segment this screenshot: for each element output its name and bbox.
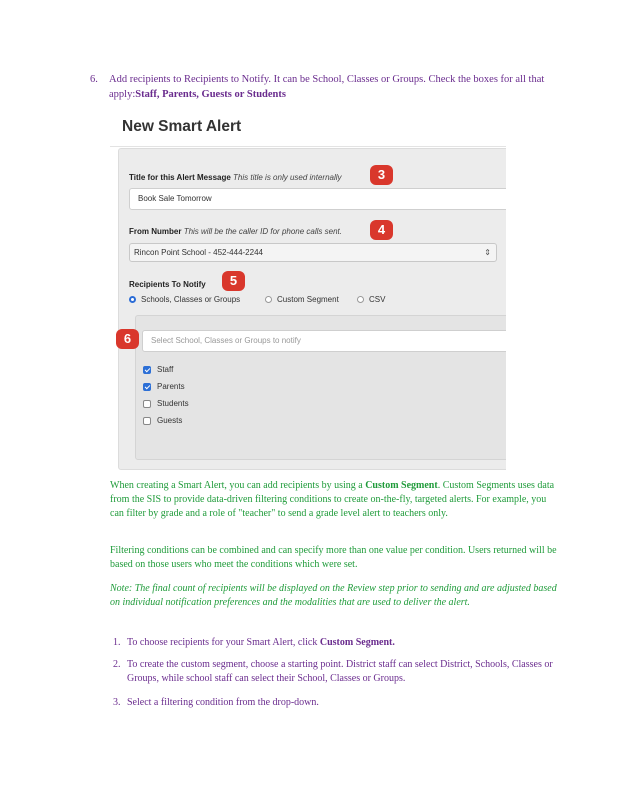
select-arrows-icon: ⇕ <box>484 248 491 257</box>
select-recipients-input[interactable]: Select School, Classes or Groups to notify <box>142 330 506 352</box>
radio-unselected-icon <box>357 296 364 303</box>
radio-schools-classes-groups[interactable] <box>129 295 240 304</box>
checkbox-unchecked-icon <box>143 417 151 425</box>
list-text-bold: Custom Segment. <box>319 637 395 648</box>
from-number-label-text: From Number <box>129 227 182 236</box>
from-number-value: Rincon Point School - 452-444-2244 <box>134 248 263 257</box>
from-number-select[interactable] <box>129 243 497 262</box>
step-bold-options: Staff, Parents, Guests or Students <box>135 89 286 100</box>
custom-segment-paragraph <box>110 479 562 521</box>
radio-csv[interactable] <box>357 295 385 304</box>
list-text: Select a filtering condition from the drop-down. <box>127 697 319 708</box>
checkbox-students[interactable] <box>143 399 189 408</box>
list-number: 3. <box>113 697 121 708</box>
checkbox-checked-icon <box>143 366 151 374</box>
badge-4: 4 <box>370 220 393 240</box>
badge-5: 5 <box>222 271 245 291</box>
radio-label: CSV <box>369 295 386 304</box>
list-text: To create the custom segment, choose a starting point. District staff can select District, Schools, Classes or Groups, while school staff can select their School, Classes or Groups. <box>127 659 553 684</box>
radio-unselected-icon <box>265 296 272 303</box>
list-number: 2. <box>113 659 121 670</box>
checkbox-checked-icon <box>143 383 151 391</box>
radio-custom-segment[interactable] <box>265 295 339 304</box>
alert-title-hint: This title is only used internally <box>233 173 342 182</box>
checkbox-label: Staff <box>157 365 174 374</box>
checkbox-label: Students <box>157 399 189 408</box>
para1-after: . Custom Segments uses data from the SIS to provide data-driven filtering conditions to create on-the-fly, targeted alerts. For example, you can filter by grade and a role of "teacher" to send a grade level alert to teachers only. <box>110 480 555 519</box>
alert-title-label <box>129 173 342 182</box>
badge-3: 3 <box>370 165 393 185</box>
page-title: New Smart Alert <box>122 118 242 135</box>
new-smart-alert-screenshot <box>110 108 506 470</box>
checkbox-unchecked-icon <box>143 400 151 408</box>
checkbox-staff[interactable] <box>143 365 173 374</box>
note-paragraph: Note: The final count of recipients will be displayed on the Review step prior to sending and are adjusted based on individual notification preferences and the modalities that are used to deliver the alert. <box>110 583 557 608</box>
step-text <box>109 72 579 102</box>
checkbox-label: Guests <box>157 416 183 425</box>
step-number: 6. <box>90 74 98 85</box>
title-divider <box>110 146 506 147</box>
alert-title-input[interactable]: Book Sale Tomorrow <box>129 188 506 210</box>
recipients-label: Recipients To Notify <box>129 280 206 289</box>
step-instruction: Add recipients to Recipients to Notify. It can be School, Classes or Groups. Check the boxes for all that apply: <box>109 74 545 100</box>
form-panel <box>118 148 506 470</box>
list-number: 1. <box>113 637 121 648</box>
filtering-paragraph: Filtering conditions can be combined and can specify more than one value per condition. Users returned will be based on those users who meet the conditions which were set. <box>110 545 557 570</box>
from-number-label <box>129 227 342 236</box>
list-text-before: To choose recipients for your Smart Alert, click <box>127 637 320 648</box>
radio-label: Schools, Classes or Groups <box>141 295 241 304</box>
checkbox-guests[interactable] <box>143 416 182 425</box>
checkbox-label: Parents <box>157 382 185 391</box>
radio-selected-icon <box>129 296 136 303</box>
para1-before: When creating a Smart Alert, you can add recipients by using a <box>110 480 366 491</box>
alert-title-label-text: Title for this Alert Message <box>129 173 231 182</box>
recipients-subpanel <box>135 315 506 460</box>
para1-bold: Custom Segment <box>365 480 438 491</box>
badge-6: 6 <box>116 329 139 349</box>
list-text <box>127 636 567 650</box>
radio-label: Custom Segment <box>277 295 339 304</box>
checkbox-parents[interactable] <box>143 382 185 391</box>
from-number-hint: This will be the caller ID for phone calls sent. <box>183 227 342 236</box>
